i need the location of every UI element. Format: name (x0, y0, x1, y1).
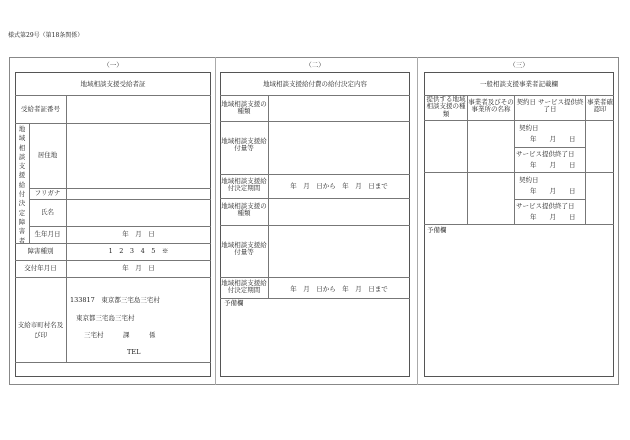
form-number-label: 様式第29号（第18条関係） (8, 32, 84, 39)
decision-period-value: 年 月 日から 年 月 日まで (290, 182, 388, 190)
service-type-label-2: 地域相談支援の種類 (221, 202, 267, 218)
contract-date-label-2: 契約日 (519, 176, 539, 184)
decision-period-label-2: 地域相談支援給付決定期間 (221, 279, 267, 295)
col-dates-header: 契約日 サービス提供終了日 (516, 98, 584, 114)
benefit-amount-label: 地域相談支援給付量等 (221, 137, 267, 153)
panel2-title: 地域相談支援給付費の給付決定内容 (263, 80, 367, 88)
notes-label-panel2: 予備欄 (224, 299, 244, 307)
department-line: 三宅村 課 係 (84, 331, 156, 339)
panel1-title: 地域相談支援受給者証 (80, 80, 146, 88)
panel2-number: （二） (305, 61, 325, 69)
municipality-address-line: 東京都三宅島三宅村 (76, 314, 135, 322)
issue-date-label: 交付年月日 (24, 264, 57, 272)
telephone-line: TEL (127, 348, 141, 356)
recipient-number-label: 受給者証番号 (21, 105, 60, 113)
benefit-amount-label-2: 地域相談支援給付量等 (221, 241, 267, 257)
notes-label-panel3: 予備欄 (427, 226, 447, 234)
postal-address-line: 133817 東京都三宅島三宅村 (70, 296, 160, 304)
service-type-label: 地域相談支援の種類 (221, 100, 267, 116)
service-end-date-label: サービス提供終了日 (516, 150, 575, 158)
name-label: 氏名 (41, 208, 54, 216)
decision-period-label: 地域相談支援給付決定期間 (221, 177, 267, 193)
contract-date-value-2: 年 月 日 (530, 187, 576, 195)
disability-type-options: 1 2 3 4 5 ※ (108, 247, 169, 255)
col-provider-name-header: 事業者及びその事業所の名称 (468, 98, 514, 114)
panel1-number: （一） (103, 61, 123, 69)
municipality-label: 支給市町村名及び印 (17, 321, 64, 339)
birth-date-label: 生年月日 (34, 230, 61, 238)
panel3-title: 一般相談支援事業者記載欄 (480, 80, 558, 88)
disability-type-label: 障害種別 (27, 247, 54, 255)
issue-date-value: 年 月 日 (122, 264, 155, 272)
decision-period-value-2: 年 月 日から 年 月 日まで (290, 285, 388, 293)
col-service-type-header: 提供する地域相談支援の種類 (426, 95, 466, 118)
panel3-number: （三） (509, 61, 529, 69)
col-confirm-seal-header: 事業者確認印 (587, 98, 613, 114)
beneficiary-group-label: 地域相談支援給付決定障害者 (18, 125, 26, 245)
service-end-date-value-2: 年 月 日 (530, 213, 576, 221)
furigana-label: フリガナ (34, 189, 61, 197)
contract-date-label: 契約日 (519, 124, 539, 132)
service-end-date-value: 年 月 日 (530, 161, 576, 169)
birth-date-value: 年 月 日 (122, 230, 155, 238)
address-label: 居住地 (37, 151, 58, 159)
contract-date-value: 年 月 日 (530, 135, 576, 143)
service-end-date-label-2: サービス提供終了日 (516, 202, 575, 210)
